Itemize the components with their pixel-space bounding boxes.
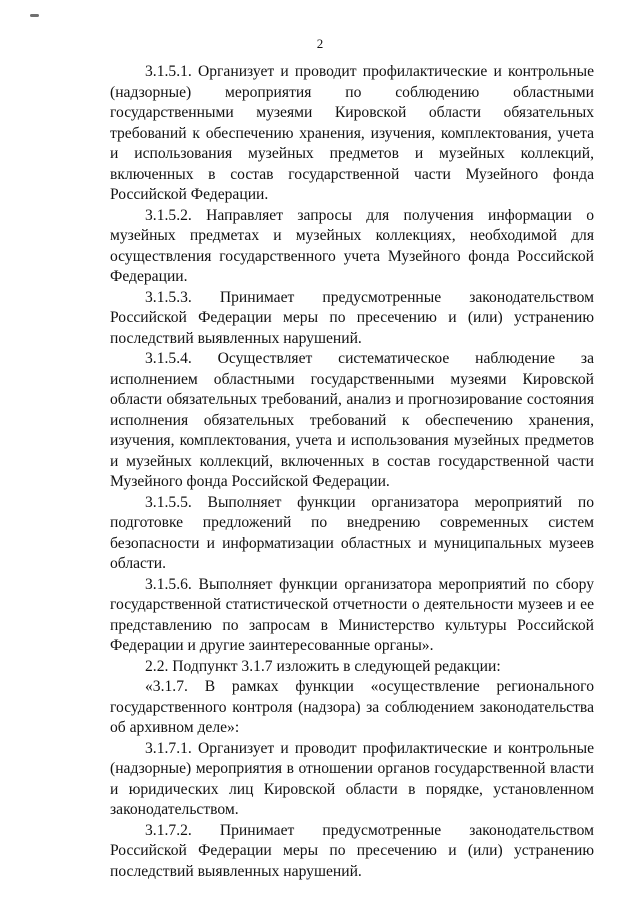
paragraph-3-1-5-6: 3.1.5.6. Выполняет функции организатора мероприятий по сбору государственной статистической отчетности о деятельности музеев и ее представлению по запросам в Министерство культуры Российской Федерации и другие заинтересованные органы». — [110, 575, 594, 654]
paragraph-2-2: 2.2. Подпункт 3.1.7 изложить в следующей редакции: — [145, 657, 501, 675]
paragraph-3-1-5-5: 3.1.5.5. Выполняет функции организатора мероприятий по подготовке предложений по внедрению современных систем безопасности и информатизации областных и муниципальных музеев области. — [110, 493, 594, 572]
paragraph-3-1-5-2: 3.1.5.2. Направляет запросы для получения информации о музейных предметах и музейных коллекциях, необходимой для осуществления государственного учета Музейного фонда Российской Федерации. — [110, 206, 594, 285]
paragraph-3-1-7-1: 3.1.7.1. Организует и проводит профилактические и контрольные (надзорные) мероприятия в отношении органов государственной власти и юридических лиц Кировской области в порядке, установленном законодательством. — [110, 739, 594, 818]
scan-artifact — [30, 14, 39, 17]
page-number: 2 — [316, 36, 324, 51]
paragraph-3-1-7-2: 3.1.7.2. Принимает предусмотренные законодательством Российской Федерации меры по пресечению и (или) устранению последствий выявленных нарушений. — [110, 821, 594, 880]
paragraph-3-1-7: «3.1.7. В рамках функции «осуществление регионального государственного контроля (надзора) за соблюдением законодательства об архивном деле»: — [110, 678, 594, 736]
document-body — [110, 62, 594, 882]
paragraph-3-1-5-1: 3.1.5.1. Организует и проводит профилактические и контрольные (надзорные) мероприятия по соблюдению областными государственными музеями Кировской области обязательных требований к обеспечению хранения, изучения, комплектования, учета и использования музейных предметов и музейных коллекций, включенных в состав государственной части Музейного фонда Российской Федерации. — [110, 63, 594, 203]
paragraph-3-1-5-4: 3.1.5.4. Осуществляет систематическое наблюдение за исполнением областными государственными музеями Кировской области обязательных требований, анализ и прогнозирование состояния исполнения обязательных требований к обеспечению хранения, изучения, комплектования, учета и использования музейных предметов и музейных коллекций, включенных в состав государственной части Музейного фонда Российской Федерации. — [110, 350, 594, 490]
paragraph-3-1-5-3: 3.1.5.3. Принимает предусмотренные законодательством Российской Федерации меры по пресечению и (или) устранению последствий выявленных нарушений. — [110, 288, 594, 347]
